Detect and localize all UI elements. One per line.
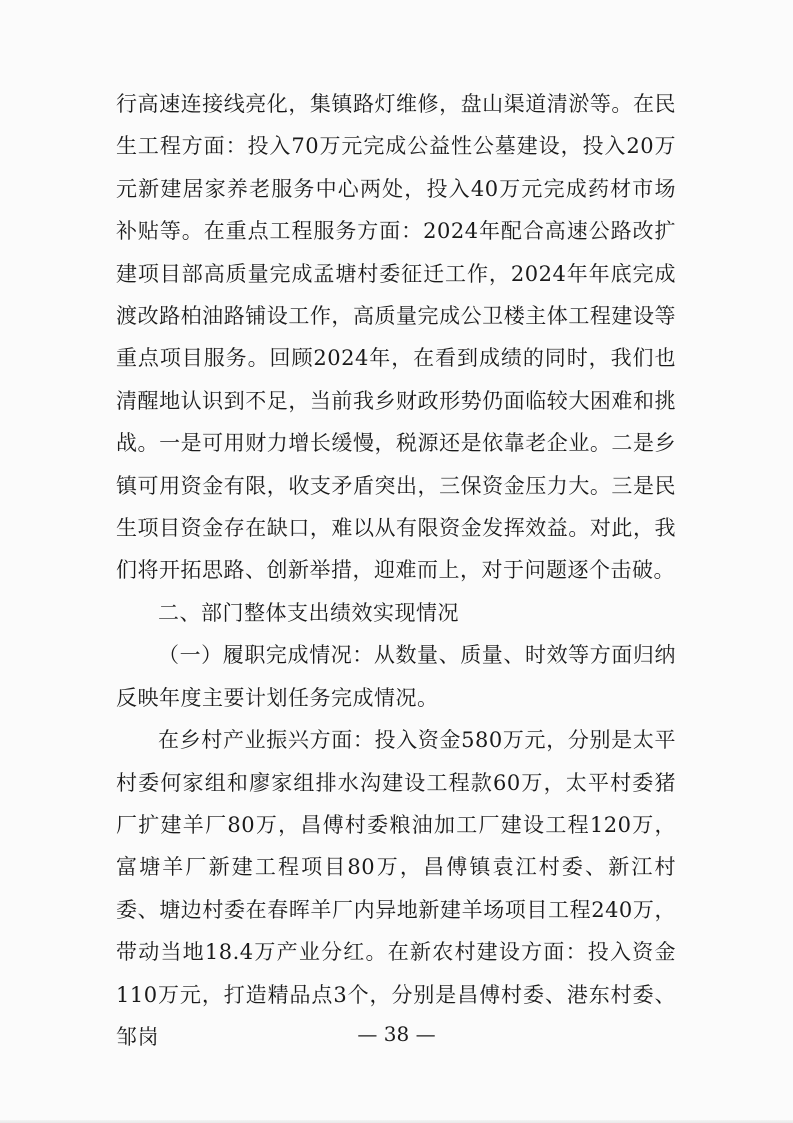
paragraph-rural-industry: 在乡村产业振兴方面：投入资金580万元，分别是太平村委何家组和廖家组排水沟建设工程款60万，太平村委猪厂扩建羊厂80万，昌傅村委粮油加工厂建设工程120万，富塘羊厂新建工程项目80万，昌傅镇袁江村委、新江村委、塘边村委在春晖羊厂内异地新建羊场项目工程240万，带动当地18.4万产业分红。在新农村建设方面：投入资金110万元，打造精品点3个，分别是昌傅村委、港东村委、邹岗 (116, 728, 676, 1049)
subsection-heading: （一）履职完成情况：从数量、质量、时效等方面归纳反映年度主要计划任务完成情况。 (116, 643, 676, 710)
document-body (116, 83, 676, 1058)
paragraph-continued: 行高速连接线亮化，集镇路灯维修，盘山渠道清淤等。在民生工程方面：投入70万元完成公益性公墓建设，投入20万元新建居家养老服务中心两处，投入40万元完成药材市场补贴等。在重点工程服务方面：2024年配合高速公路改扩建项目部高质量完成孟塘村委征迁工作，2024年年底完成渡改路柏油路铺设工作，高质量完成公卫楼主体工程建设等重点项目服务。回顾2024年，在看到成绩的同时，我们也清醒地认识到不足，当前我乡财政形势仍面临较大困难和挑战。一是可用财力增长缓慢，税源还是依靠老企业。二是乡镇可用资金有限，收支矛盾突出，三保资金压力大。三是民生项目资金存在缺口，难以从有限资金发挥效益。对此，我们将开拓思路、创新举措，迎难而上，对于问题逐个击破。 (116, 92, 676, 583)
section-heading: 二、部门整体支出绩效实现情况 (158, 600, 459, 625)
page-number: — 38 — (357, 1022, 436, 1046)
